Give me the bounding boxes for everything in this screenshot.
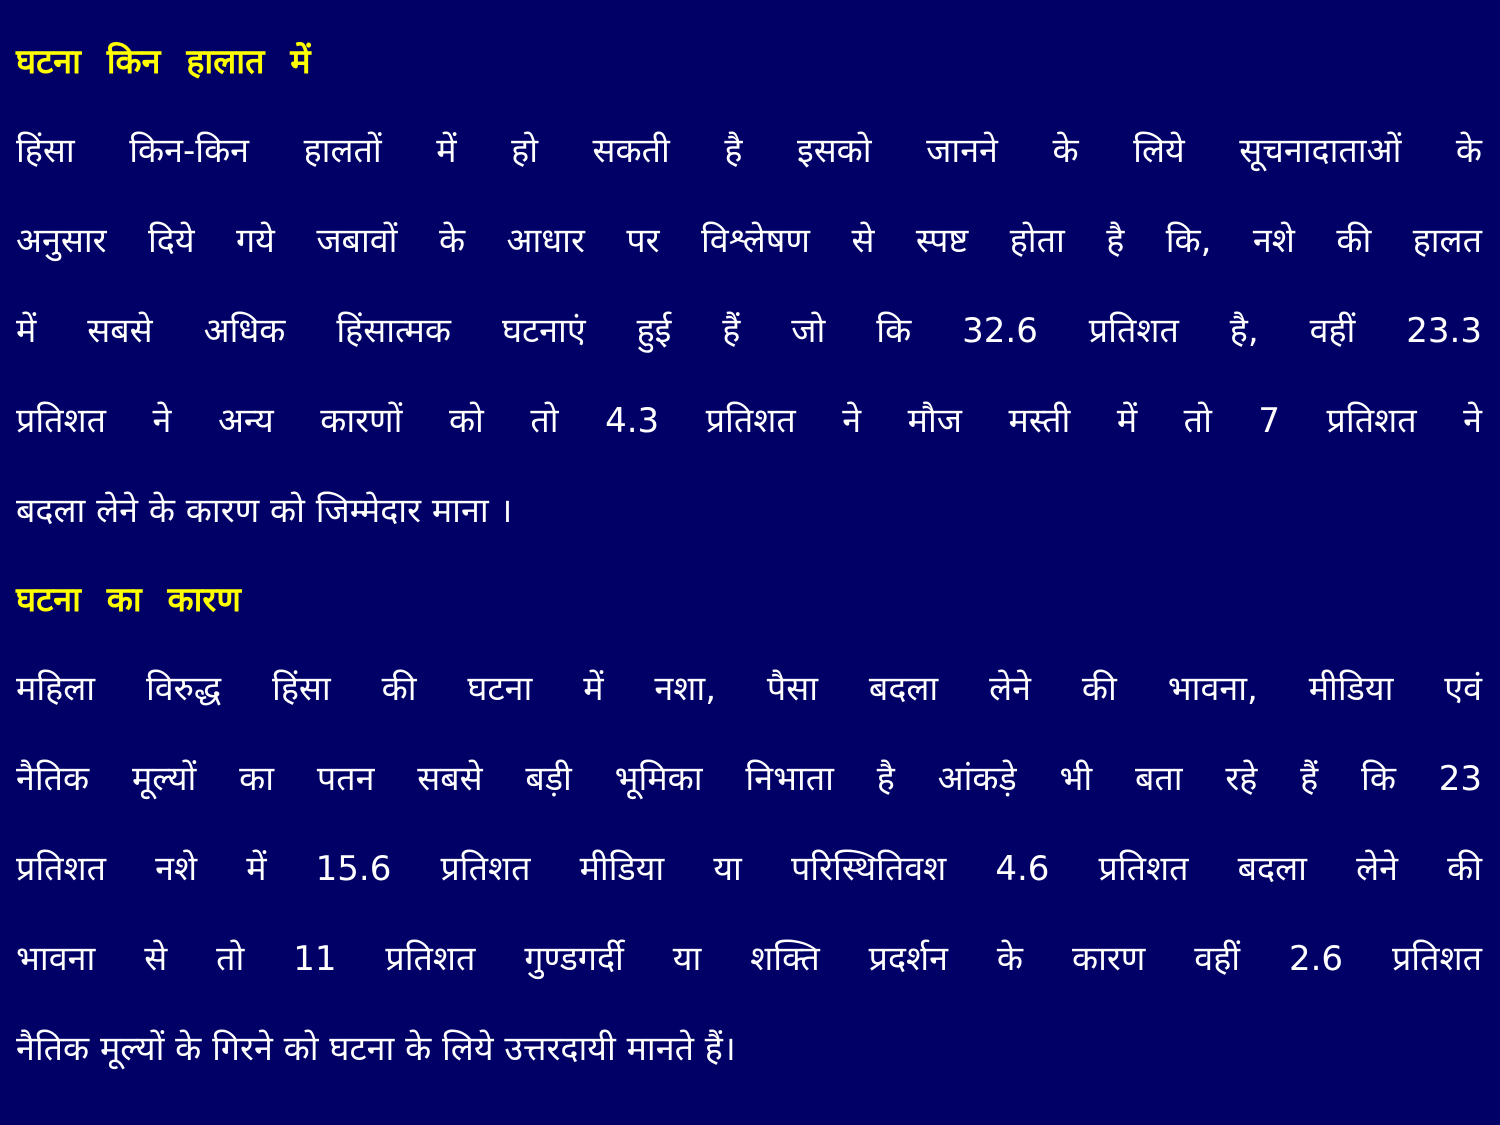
text-line: प्रतिशत नशे में 15.6 प्रतिशत मीडिया या परिस्थितिवश 4.6 प्रतिशत बदला लेने की [16, 849, 1482, 889]
text-line: भावना से तो 11 प्रतिशत गुण्डगर्दी या शक्ति प्रदर्शन के कारण वहीं 2.6 प्रतिशत [16, 939, 1482, 979]
section-title-causes: घटना का कारण [16, 580, 241, 620]
section-body-circumstances [16, 106, 1482, 556]
text-line: प्रतिशत ने अन्य कारणों को तो 4.3 प्रतिशत ने मौज मस्ती में तो 7 प्रतिशत ने [16, 401, 1482, 441]
text-line: अनुसार दिये गये जबावों के आधार पर विश्लेषण से स्पष्ट होता है कि, नशे की हालत [16, 221, 1482, 261]
section-title-circumstances: घटना किन हालात में [16, 42, 311, 82]
text-line: महिला विरुद्ध हिंसा की घटना में नशा, पैसा बदला लेने की भावना, मीडिया एवं [16, 669, 1482, 709]
text-line: हिंसा किन-किन हालतों में हो सकती है इसको जानने के लिये सूचनादाताओं के [16, 131, 1482, 171]
text-line: बदला लेने के कारण को जिम्मेदार माना । [16, 491, 513, 531]
text-line: में सबसे अधिक हिंसात्मक घटनाएं हुई हैं जो कि 32.6 प्रतिशत है, वहीं 23.3 [16, 311, 1482, 351]
text-line: नैतिक मूल्यों के गिरने को घटना के लिये उत्तरदायी मानते हैं। [16, 1029, 736, 1069]
text-line: नैतिक मूल्यों का पतन सबसे बड़ी भूमिका निभाता है आंकड़े भी बता रहे हैं कि 23 [16, 759, 1482, 799]
section-body-causes [16, 644, 1482, 1094]
